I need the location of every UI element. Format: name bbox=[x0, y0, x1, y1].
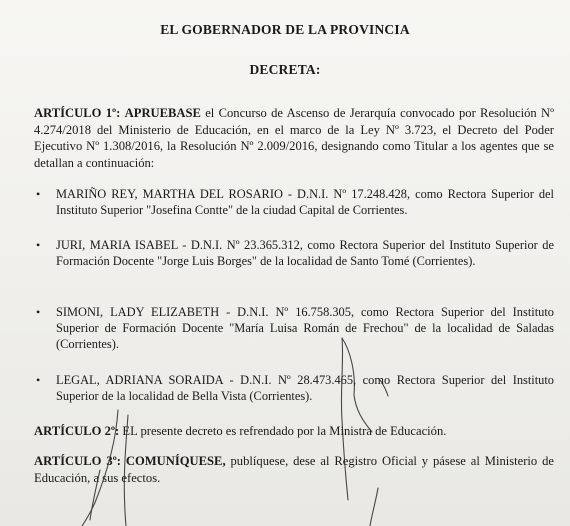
article-1-text: el Concurso de Ascenso de Jerarquía convocado por Resolución Nº 4.274/2018 del Ministerio de Educación, en el marco de la Ley Nº 3.723, el Decreto del Poder Ejecutivo Nº 1.308/2016, la Resolución Nº 2.009/2016, designando como Titular a los agentes que se detallan a continuación: bbox=[34, 106, 554, 170]
article-3 bbox=[34, 453, 554, 486]
article-2-label: ARTÍCULO 2º: bbox=[34, 424, 120, 438]
article-1 bbox=[34, 105, 554, 171]
appointee-text: LEGAL, ADRIANA SORAIDA - D.N.I. Nº 28.473.465, como Rectora Superior del Instituto Superior de la localidad de Bella Vista (Corrientes). bbox=[56, 373, 554, 403]
appointee-text: SIMONI, LADY ELIZABETH - D.N.I. Nº 16.758.305, como Rectora Superior del Instituto Superior de Formación Docente "María Luisa Román de Frechou" de la localidad de Saladas (Corrientes). bbox=[56, 305, 554, 351]
article-3-keyword: COMUNÍQUESE, bbox=[125, 454, 226, 468]
article-2-text: EL presente decreto es refrendado por la Ministra de Educación. bbox=[119, 424, 447, 438]
article-2 bbox=[34, 423, 554, 440]
appointee-text: JURI, MARIA ISABEL - D.N.I. Nº 23.365.312, como Rectora Superior del Instituto Superior de Formación Docente "Jorge Luis Borges" de la localidad de Santo Tomé (Corrientes). bbox=[56, 238, 554, 268]
bullet-icon: • bbox=[36, 187, 41, 201]
article-1-keyword: APRUEBASE bbox=[124, 106, 201, 120]
bullet-icon: • bbox=[36, 238, 41, 252]
bullet-icon: • bbox=[36, 305, 41, 319]
signature-stroke bbox=[370, 488, 378, 526]
article-1-label: ARTÍCULO 1º: bbox=[34, 106, 121, 120]
governor-heading: EL GOBERNADOR DE LA PROVINCIA bbox=[160, 22, 410, 37]
bullet-icon: • bbox=[36, 373, 41, 387]
appointee-item bbox=[36, 304, 554, 352]
appointee-item bbox=[36, 372, 554, 404]
decree-heading: DECRETA: bbox=[249, 62, 321, 77]
article-3-text: publíquese, dese al Registro Oficial y pásese al Ministerio de Educación, a sus efectos. bbox=[34, 454, 554, 485]
article-3-label: ARTÍCULO 3º: bbox=[34, 454, 121, 468]
appointee-item bbox=[36, 237, 554, 269]
appointee-item bbox=[36, 186, 554, 218]
appointee-text: MARIÑO REY, MARTHA DEL ROSARIO - D.N.I. Nº 17.248.428, como Rectora Superior del Instituto Superior "Josefina Contte" de la ciudad Capital de Corrientes. bbox=[56, 187, 554, 217]
